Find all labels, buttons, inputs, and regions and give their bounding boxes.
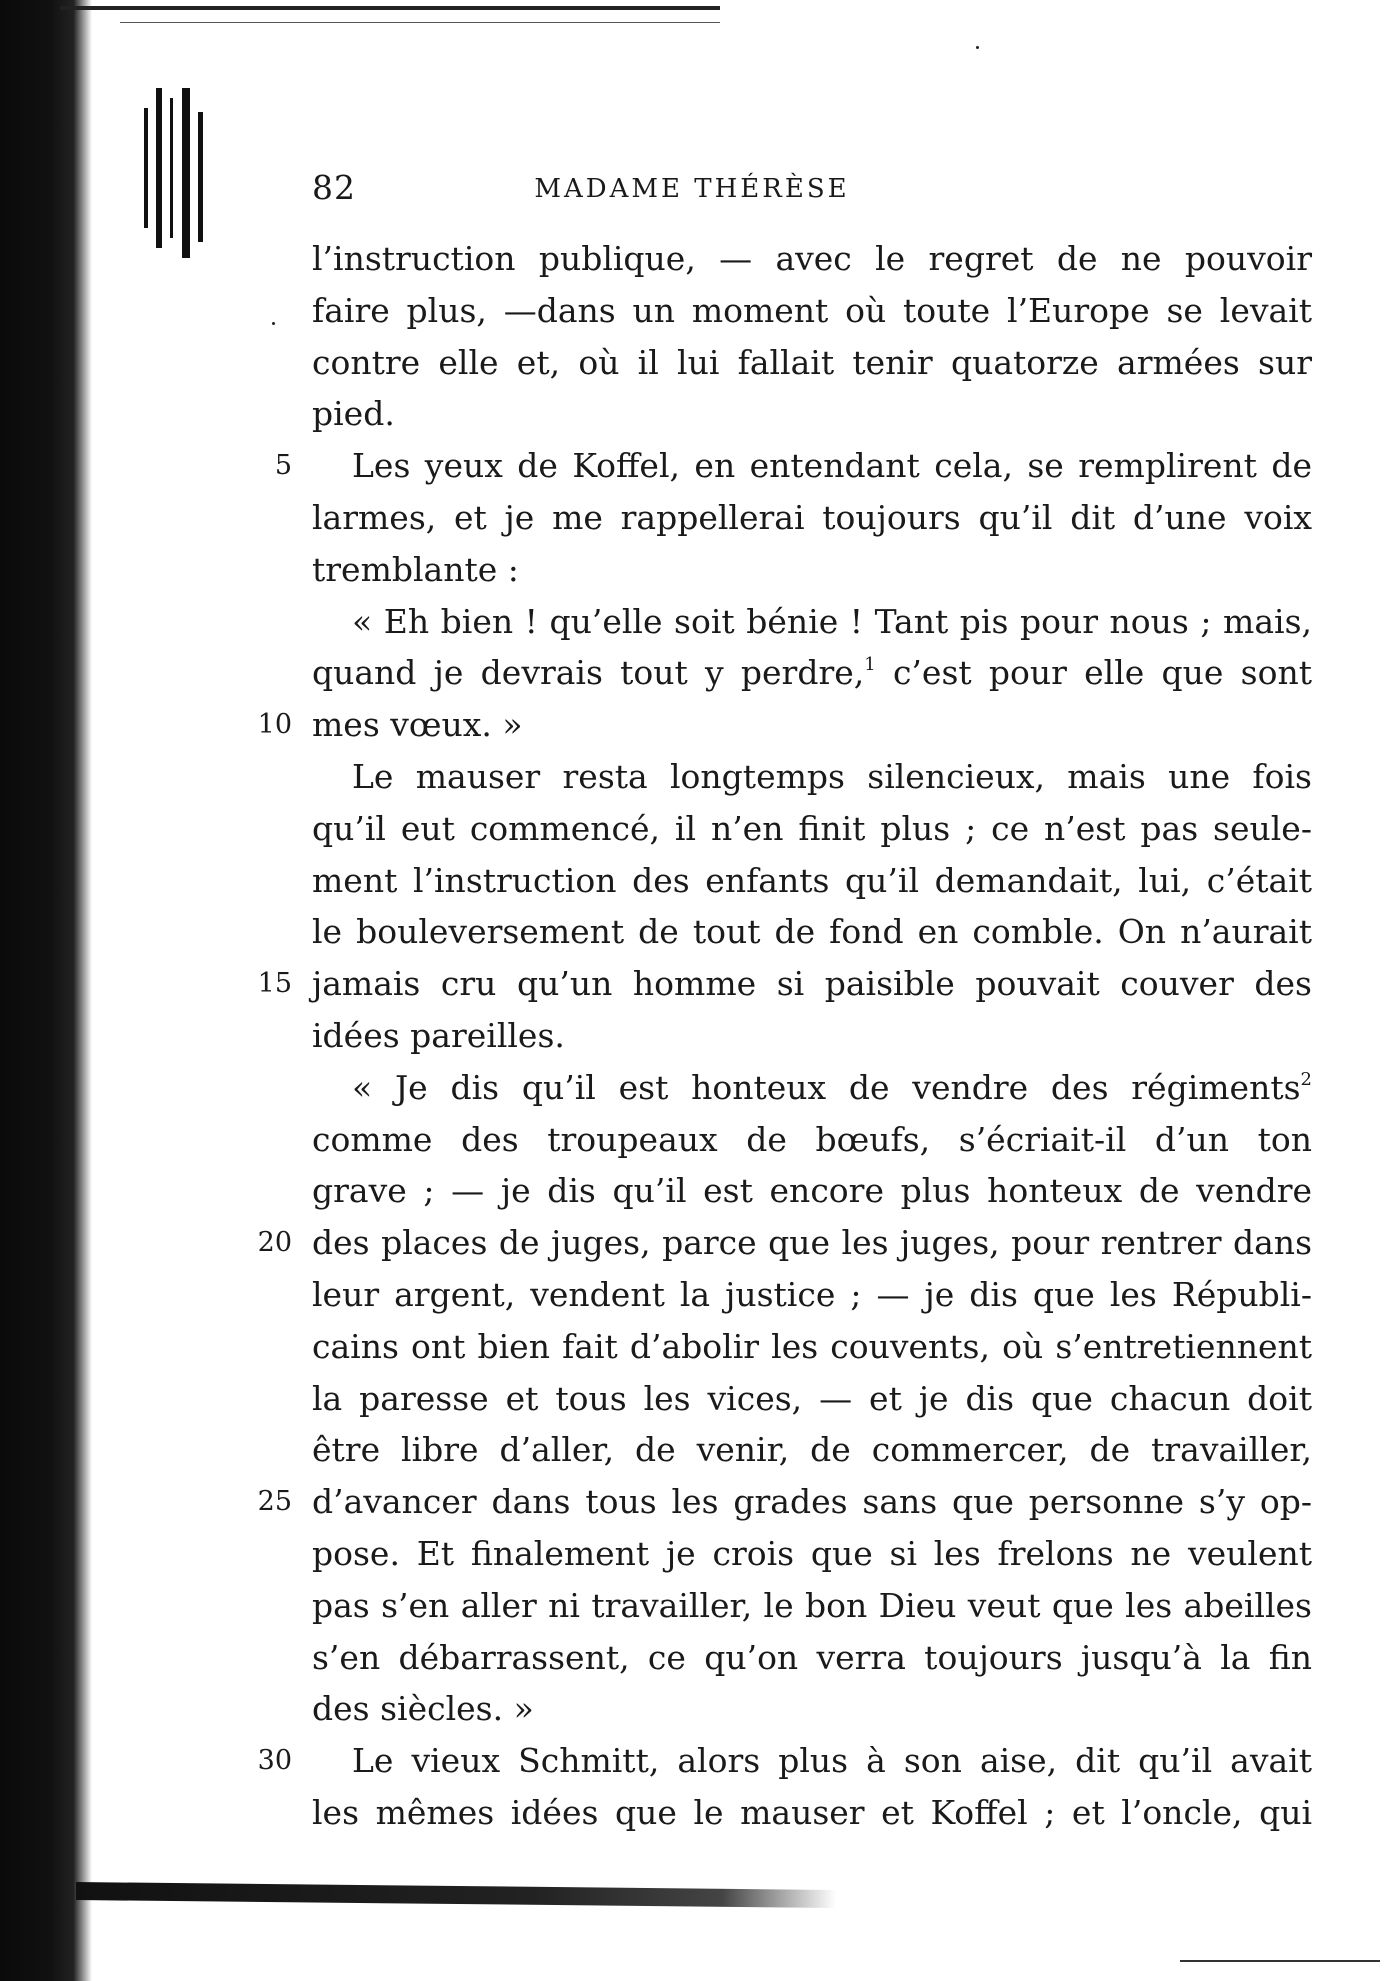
line-text bbox=[312, 1321, 1312, 1373]
line-text bbox=[312, 647, 1312, 699]
line-text bbox=[312, 1683, 1312, 1735]
line-text bbox=[312, 855, 1312, 907]
text-line bbox=[312, 285, 1312, 337]
line-text bbox=[312, 1373, 1312, 1425]
line-number: 25 bbox=[257, 1486, 292, 1518]
text-line bbox=[257, 1735, 1312, 1787]
line-text-after: c’est pour elle que sont bbox=[875, 653, 1312, 693]
line-text-main: comme des troupeaux de bœufs, s’écriait-il d’un ton bbox=[312, 1119, 1312, 1159]
line-text bbox=[312, 1787, 1312, 1839]
text-line bbox=[312, 492, 1312, 544]
line-number: 15 bbox=[257, 968, 292, 1000]
text-line bbox=[312, 803, 1312, 855]
line-text-main: « Je dis qu’il est honteux de vendre des régiments bbox=[352, 1067, 1301, 1107]
line-number: 20 bbox=[257, 1227, 292, 1259]
scan-edge-top bbox=[60, 6, 720, 10]
line-text-main: Les yeux de Koffel, en entendant cela, se remplirent de bbox=[352, 446, 1312, 486]
line-text bbox=[312, 803, 1312, 855]
line-text-main: pas s’en aller ni travailler, le bon Dieu veut que les abeilles bbox=[312, 1585, 1312, 1625]
line-text-main: les mêmes idées que le mauser et Koffel ; et l’oncle, qui bbox=[312, 1792, 1312, 1832]
line-text bbox=[312, 958, 1312, 1010]
line-text-main: « Eh bien ! qu’elle soit bénie ! Tant pis pour nous ; mais, bbox=[352, 601, 1312, 641]
text-line bbox=[312, 1683, 1312, 1735]
text-line bbox=[257, 1476, 1312, 1528]
line-text-main: des places de juges, parce que les juges, pour rentrer dans bbox=[312, 1223, 1312, 1263]
line-text bbox=[312, 1269, 1312, 1321]
text-line bbox=[312, 1114, 1312, 1166]
footnote-marker: 2 bbox=[1300, 1068, 1312, 1090]
line-text-main: mes vœux. » bbox=[312, 705, 523, 745]
line-text bbox=[312, 440, 1312, 492]
text-line bbox=[257, 699, 1312, 751]
line-text-main: s’en débarrassent, ce qu’on verra toujours jusqu’à la fin bbox=[312, 1637, 1312, 1677]
text-line bbox=[312, 647, 1312, 699]
text-line bbox=[312, 1373, 1312, 1425]
text-line bbox=[312, 596, 1312, 648]
text-line bbox=[312, 1424, 1312, 1476]
line-text bbox=[312, 233, 1312, 285]
line-text bbox=[312, 492, 1312, 544]
line-text bbox=[312, 1424, 1312, 1476]
line-text bbox=[312, 1217, 1312, 1269]
line-text bbox=[312, 388, 1312, 440]
line-text-main: Le mauser resta longtemps silencieux, mais une fois bbox=[352, 756, 1312, 796]
text-line bbox=[312, 1165, 1312, 1217]
text-line bbox=[274, 440, 1312, 492]
line-text-main: tremblante : bbox=[312, 549, 519, 589]
scan-speck bbox=[976, 46, 979, 49]
line-text-main: ment l’instruction des enfants qu’il demandait, lui, c’était bbox=[312, 860, 1312, 900]
line-text-main: faire plus, —dans un moment où toute l’Europe se levait bbox=[312, 290, 1312, 330]
line-text bbox=[312, 1528, 1312, 1580]
binding-marks bbox=[138, 88, 222, 258]
line-text bbox=[312, 1735, 1312, 1787]
text-line bbox=[312, 388, 1312, 440]
footnote-marker: 1 bbox=[864, 654, 876, 676]
body-text bbox=[257, 233, 1312, 1839]
line-text-main: pied. bbox=[312, 394, 395, 434]
text-line bbox=[257, 1217, 1312, 1269]
scan-line-bottom bbox=[1180, 1960, 1380, 1962]
line-text-main: idées pareilles. bbox=[312, 1015, 565, 1055]
line-text bbox=[312, 1632, 1312, 1684]
line-number: 5 bbox=[274, 450, 292, 482]
text-line bbox=[257, 958, 1312, 1010]
line-text-main: le bouleversement de tout de fond en comble. On n’aurait bbox=[312, 912, 1312, 952]
page-number: 82 bbox=[312, 168, 356, 207]
page-header bbox=[312, 168, 1312, 218]
line-text bbox=[312, 337, 1312, 389]
line-text bbox=[312, 1165, 1312, 1217]
scan-speck bbox=[272, 322, 275, 325]
line-text-main: cains ont bien fait d’abolir les couvents, où s’entretiennent bbox=[312, 1326, 1312, 1366]
line-text-main: leur argent, vendent la justice ; — je dis que les Républi- bbox=[312, 1274, 1312, 1314]
line-text-main: jamais cru qu’un homme si paisible pouvait couver des bbox=[312, 964, 1312, 1004]
line-text-main: Le vieux Schmitt, alors plus à son aise, dit qu’il avait bbox=[352, 1741, 1312, 1781]
text-line bbox=[312, 855, 1312, 907]
line-text bbox=[312, 699, 1312, 751]
text-line bbox=[312, 233, 1312, 285]
text-line bbox=[312, 1632, 1312, 1684]
line-text bbox=[312, 285, 1312, 337]
line-text-main: des siècles. » bbox=[312, 1689, 534, 1729]
text-line bbox=[312, 1580, 1312, 1632]
scan-shadow-bottom bbox=[76, 1882, 836, 1908]
text-line bbox=[312, 1321, 1312, 1373]
text-line bbox=[312, 1787, 1312, 1839]
line-text-main: pose. Et finalement je crois que si les frelons ne veulent bbox=[312, 1533, 1312, 1573]
line-text-main: la paresse et tous les vices, — et je dis que chacun doit bbox=[312, 1378, 1312, 1418]
line-text bbox=[312, 751, 1312, 803]
line-text-main: quand je devrais tout y perdre, bbox=[312, 653, 865, 693]
text-line bbox=[312, 1062, 1312, 1114]
text-line bbox=[312, 337, 1312, 389]
line-number: 30 bbox=[257, 1745, 292, 1777]
text-line bbox=[312, 1269, 1312, 1321]
line-text bbox=[312, 906, 1312, 958]
line-text bbox=[312, 596, 1312, 648]
running-head: MADAME THÉRÈSE bbox=[534, 174, 850, 204]
line-text-main: l’instruction publique, — avec le regret de ne pouvoir bbox=[312, 239, 1312, 278]
line-text-main: larmes, et je me rappellerai toujours qu’il dit d’une voix bbox=[312, 497, 1312, 537]
line-text-main: d’avancer dans tous les grades sans que personne s’y op- bbox=[312, 1482, 1312, 1522]
scan-shadow-left bbox=[0, 0, 92, 1981]
text-line bbox=[312, 1010, 1312, 1062]
text-line bbox=[312, 751, 1312, 803]
line-text-main: contre elle et, où il lui fallait tenir quatorze armées sur bbox=[312, 342, 1312, 382]
line-text bbox=[312, 1114, 1312, 1166]
line-text-main: être libre d’aller, de venir, de commercer, de travailler, bbox=[312, 1430, 1312, 1470]
text-line bbox=[312, 1528, 1312, 1580]
text-line bbox=[312, 544, 1312, 596]
line-text-main: qu’il eut commencé, il n’en finit plus ; ce n’est pas seule- bbox=[312, 808, 1312, 848]
line-text-main: grave ; — je dis qu’il est encore plus honteux de vendre bbox=[312, 1171, 1312, 1211]
line-text bbox=[312, 1062, 1312, 1114]
line-text bbox=[312, 1476, 1312, 1528]
line-text bbox=[312, 1580, 1312, 1632]
text-line bbox=[312, 906, 1312, 958]
line-number: 10 bbox=[257, 709, 292, 741]
line-text bbox=[312, 544, 1312, 596]
line-text bbox=[312, 1010, 1312, 1062]
scan-line-top bbox=[120, 22, 720, 23]
